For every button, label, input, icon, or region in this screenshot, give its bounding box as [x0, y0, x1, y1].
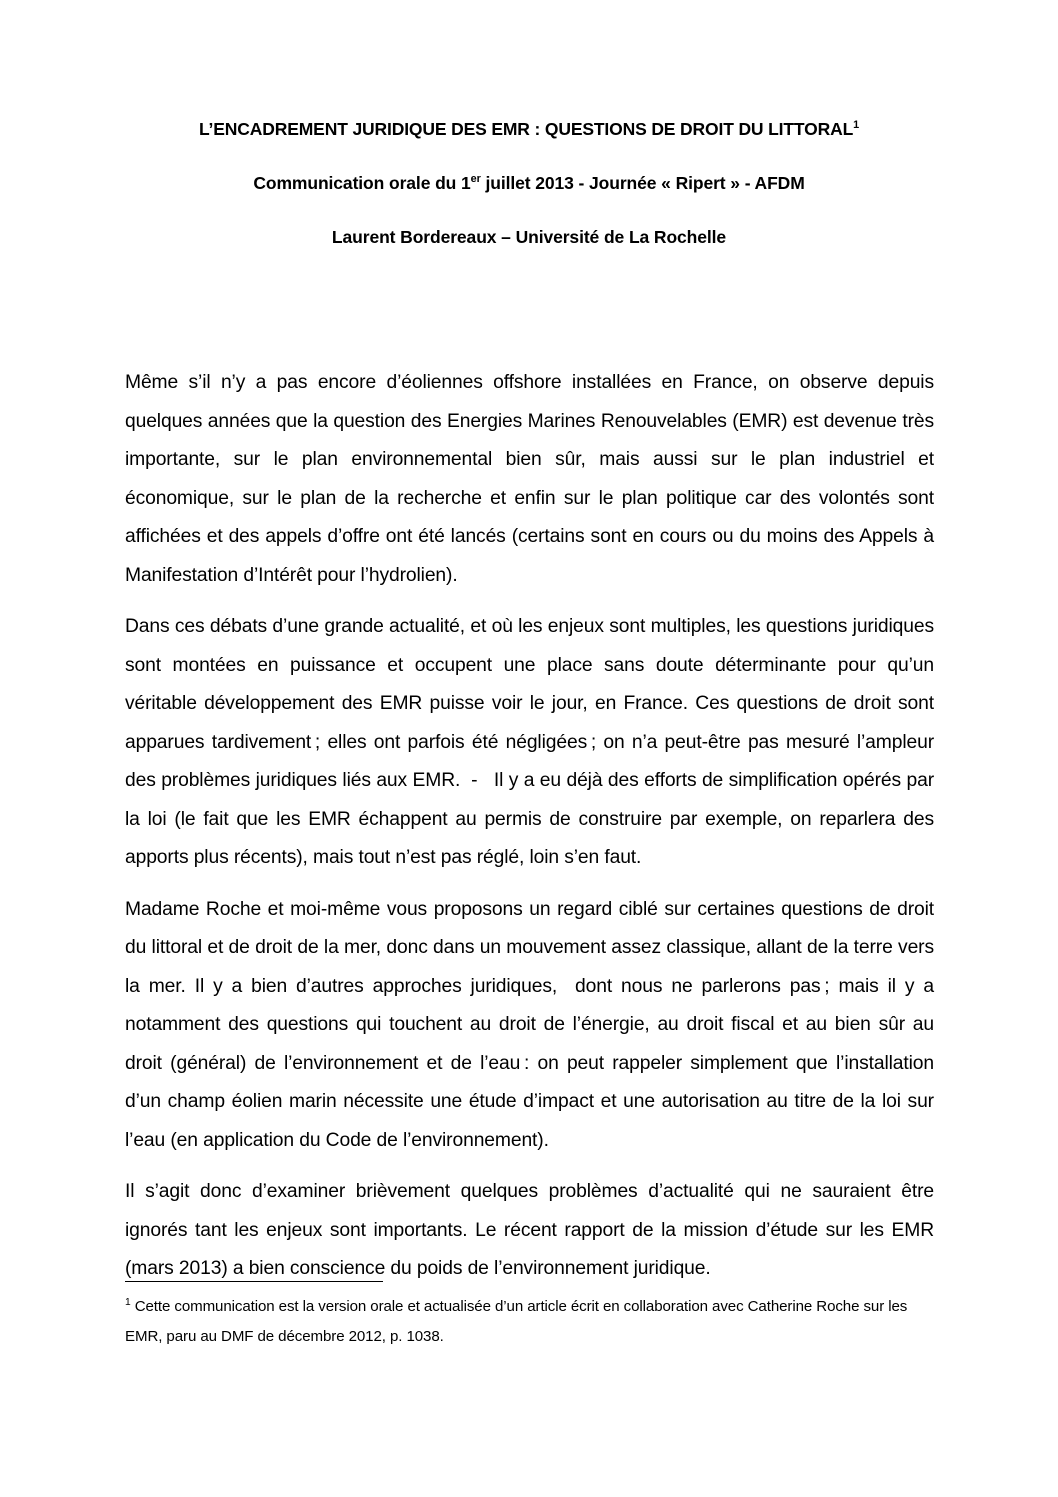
- body-text: [125, 364, 940, 1289]
- page-title-text: L’ENCADREMENT JURIDIQUE DES EMR : QUESTIONS DE DROIT DU LITTORAL: [198, 119, 854, 139]
- footnote-body: Cette communication est la version orale et actualisée d’un article écrit en collaboration avec Catherine Roche sur les EMR, paru au DMF de décembre 2012, p. 1038.: [125, 1298, 912, 1345]
- paragraph: Madame Roche et moi-même vous proposons un regard ciblé sur certaines questions de droit du littoral et de droit de la mer, donc dans un mouvement assez classique, allant de la terre vers la mer. Il y a bien d’autres approches juridiques, dont nous ne parlerons pas ; mais il y a notamment des questions qui touchent au droit de l’énergie, au droit fiscal et au bien sûr au droit (général) de l’environnement et de l’eau : on peut rappeler simplement que l’installation d’un champ éolien marin nécessite une étude d’impact et une autorisation au titre de la loi sur l’eau (en application du Code de l’environnement).: [125, 898, 940, 1151]
- paragraph: Même s’il n’y a pas encore d’éoliennes offshore installées en France, on observe depuis quelques années que la question des Energies Marines Renouvelables (EMR) est devenue très importante, sur le plan environnemental bien sûr, mais aussi sur le plan industriel et économique, sur le plan de la recherche et enfin sur le plan politique car des volontés sont affichées et des appels d’offre ont été lancés (certains sont en cours ou du moins des Appels à Manifestation d’Intérêt pour l’hydrolien).: [125, 372, 940, 586]
- footnote: [125, 1292, 934, 1352]
- document-subtitle: [125, 141, 933, 195]
- page-title: [125, 118, 933, 141]
- footnote-area: [125, 1281, 934, 1352]
- footnote-marker: 1: [125, 1296, 131, 1308]
- title-footnote-marker: 1: [853, 119, 860, 132]
- paragraph: Dans ces débats d’une grande actualité, et où les enjeux sont multiples, les questions juridiques sont montées en puissance et occupent une place sans doute déterminante pour qu’un véritable développement des EMR puisse voir le jour, en France. Ces questions de droit sont apparues tardivement ; elles ont parfois été négligées ; on n’a peut-être pas mesuré l’ampleur des problèmes juridiques liés aux EMR. - Il y a eu déjà des efforts de simplification opérés par la loi (le fait que les EMR échappent au permis de construire par exemple, on reparlera des apports plus récents), mais tout n’est pas réglé, loin s’en faut.: [125, 616, 940, 868]
- ordinal-suffix: er: [470, 172, 481, 185]
- subtitle-text-after: juillet 2013 - Journée « Ripert » - AFDM: [480, 172, 805, 193]
- footnote-separator-rule: [125, 1281, 383, 1282]
- title-block: [125, 118, 933, 248]
- author-affiliation: Laurent Bordereaux – Université de La Rochelle: [331, 226, 727, 247]
- subtitle-text-before: Communication orale du 1: [253, 172, 471, 193]
- paragraph: Il s’agit donc d’examiner brièvement quelques problèmes d’actualité qui ne sauraient être ignorés tant les enjeux sont importants. Le récent rapport de la mission d’étude sur les EMR (mars 2013) a bien conscience du poids de l’environnement juridique.: [125, 1181, 940, 1279]
